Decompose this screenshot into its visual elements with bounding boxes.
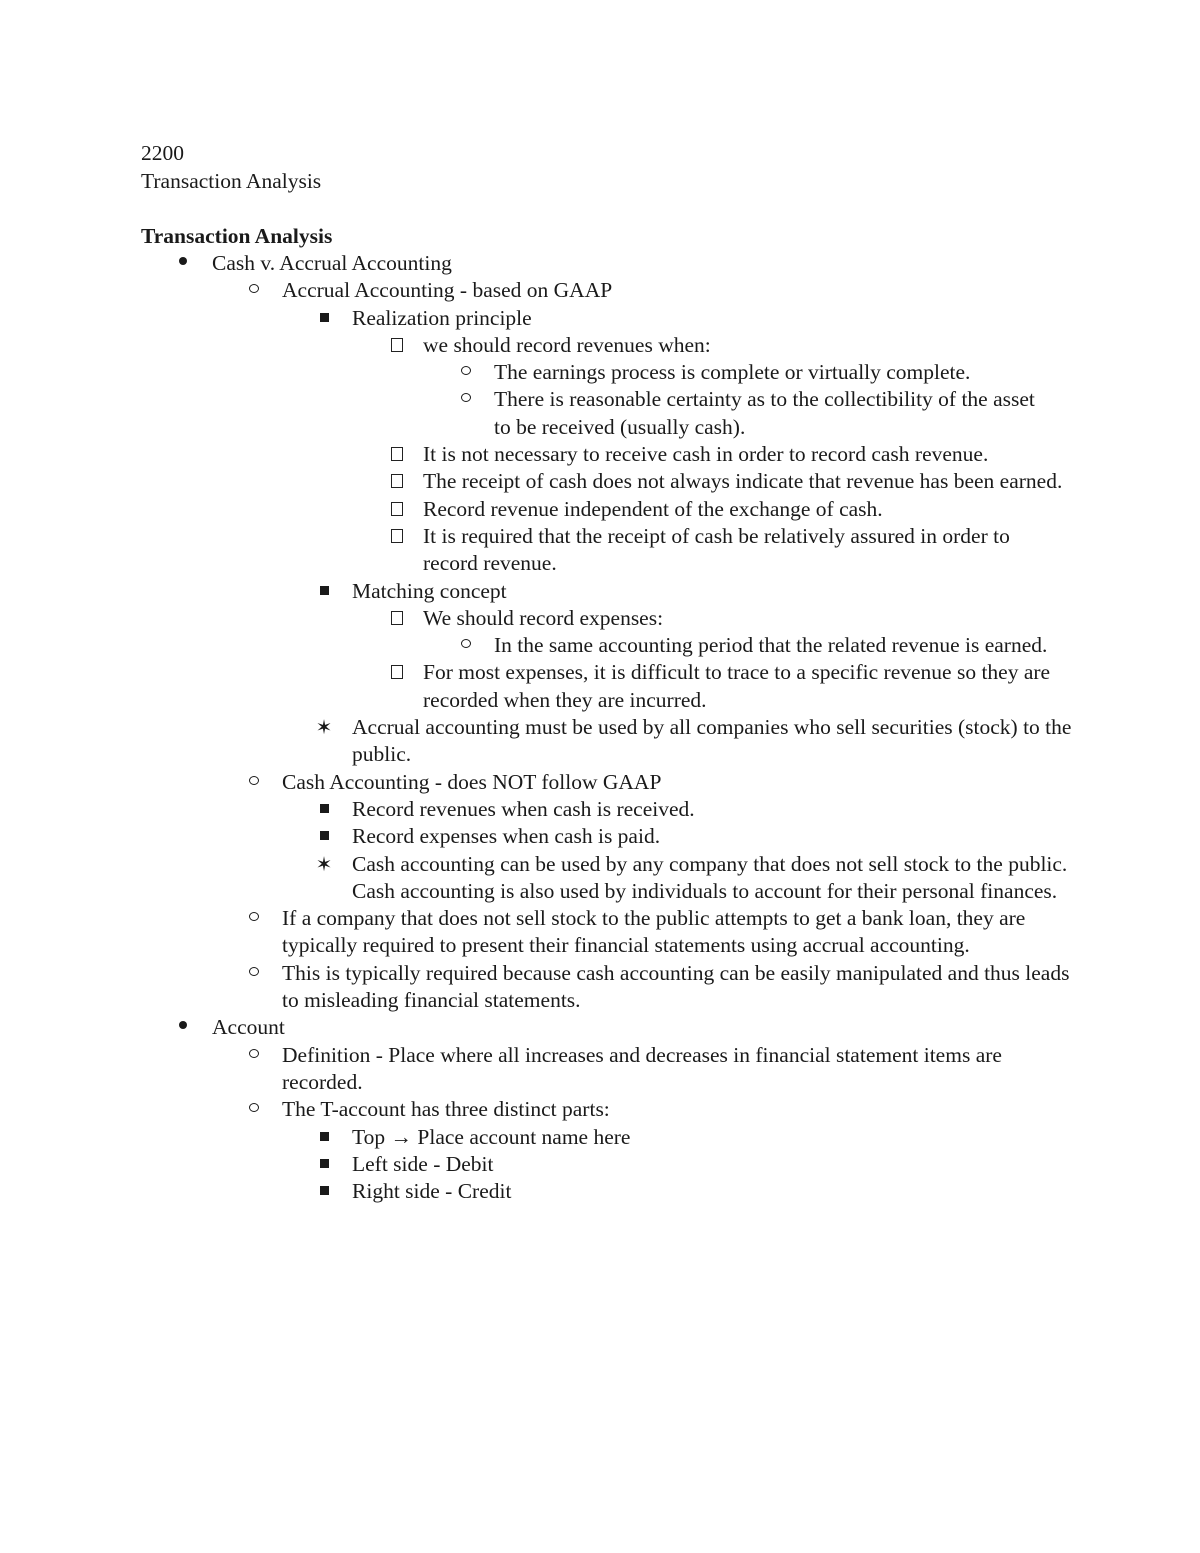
list-item: Top → Place account name here [352, 1124, 1072, 1151]
hollow-circle-bullet-icon [454, 386, 478, 413]
hollow-circle-bullet-icon [242, 1042, 266, 1069]
list-item: Cash Accounting - does NOT follow GAAP [282, 769, 1072, 796]
asterisk-star-bullet-icon: ✶ [315, 851, 333, 876]
list-item: ✶ Cash accounting can be used by any company that does not sell stock to the public. Cash accounting is also used by individuals to account for their personal finances. [352, 851, 1072, 906]
hollow-circle-bullet-icon [242, 277, 266, 304]
list-item: There is reasonable certainty as to the collectibility of the asset to be received (usually cash). [494, 386, 1054, 441]
empty-box-bullet-icon [385, 523, 409, 550]
list-item: The T-account has three distinct parts: [282, 1096, 1072, 1123]
hollow-circle-bullet-icon [242, 960, 266, 987]
list-item: Left side - Debit [352, 1151, 1072, 1178]
list-item: Matching concept [352, 578, 1072, 605]
course-number: 2200 [141, 141, 184, 165]
section-heading: Transaction Analysis [141, 224, 333, 248]
list-item: Account [212, 1014, 1072, 1041]
list-item: we should record revenues when: [423, 332, 1063, 359]
filled-square-bullet-icon [312, 823, 336, 850]
list-item: The receipt of cash does not always indicate that revenue has been earned. [423, 468, 1063, 495]
list-item: Record revenues when cash is received. [352, 796, 1072, 823]
list-item: It is required that the receipt of cash be relatively assured in order to record revenue. [423, 523, 1063, 578]
list-item: Definition - Place where all increases and decreases in financial statement items are recorded. [282, 1042, 1072, 1097]
asterisk-star-bullet-icon: ✶ [315, 715, 333, 740]
empty-box-bullet-icon [385, 605, 409, 632]
hollow-circle-bullet-icon [242, 769, 266, 796]
list-item: Record expenses when cash is paid. [352, 823, 1072, 850]
list-item: Record revenue independent of the exchange of cash. [423, 496, 1063, 523]
empty-box-bullet-icon [385, 468, 409, 495]
filled-circle-bullet-icon [171, 250, 195, 277]
list-item: We should record expenses: [423, 605, 1063, 632]
filled-square-bullet-icon [312, 796, 336, 823]
list-item: The earnings process is complete or virtually complete. [494, 359, 1054, 386]
list-item: If a company that does not sell stock to the public attempts to get a bank loan, they are typically required to present their financial statements using accrual accounting. [282, 905, 1072, 960]
filled-square-bullet-icon [312, 305, 336, 332]
filled-square-bullet-icon [312, 578, 336, 605]
empty-box-bullet-icon [385, 496, 409, 523]
list-item: This is typically required because cash accounting can be easily manipulated and thus leads to misleading financial statements. [282, 960, 1072, 1015]
notes-outline [0, 250, 1200, 1205]
list-item: In the same accounting period that the related revenue is earned. [494, 632, 1054, 659]
filled-circle-bullet-icon [171, 1014, 195, 1041]
hollow-circle-bullet-icon [454, 359, 478, 386]
empty-box-bullet-icon [385, 659, 409, 686]
list-item: ✶ Accrual accounting must be used by all companies who sell securities (stock) to the public. [352, 714, 1072, 769]
list-item: It is not necessary to receive cash in order to record cash revenue. [423, 441, 1063, 468]
filled-square-bullet-icon [312, 1124, 336, 1151]
list-item: Accrual Accounting - based on GAAP [282, 277, 1072, 304]
filled-square-bullet-icon [312, 1178, 336, 1205]
list-item: Realization principle [352, 305, 1072, 332]
empty-box-bullet-icon [385, 441, 409, 468]
hollow-circle-bullet-icon [454, 632, 478, 659]
list-item: For most expenses, it is difficult to trace to a specific revenue so they are recorded when they are incurred. [423, 659, 1063, 714]
hollow-circle-bullet-icon [242, 905, 266, 932]
document-subtitle: Transaction Analysis [141, 169, 322, 193]
hollow-circle-bullet-icon [242, 1096, 266, 1123]
list-item: Right side - Credit [352, 1178, 1072, 1205]
list-item: Cash v. Accrual Accounting [212, 250, 1072, 277]
filled-square-bullet-icon [312, 1151, 336, 1178]
empty-box-bullet-icon [385, 332, 409, 359]
